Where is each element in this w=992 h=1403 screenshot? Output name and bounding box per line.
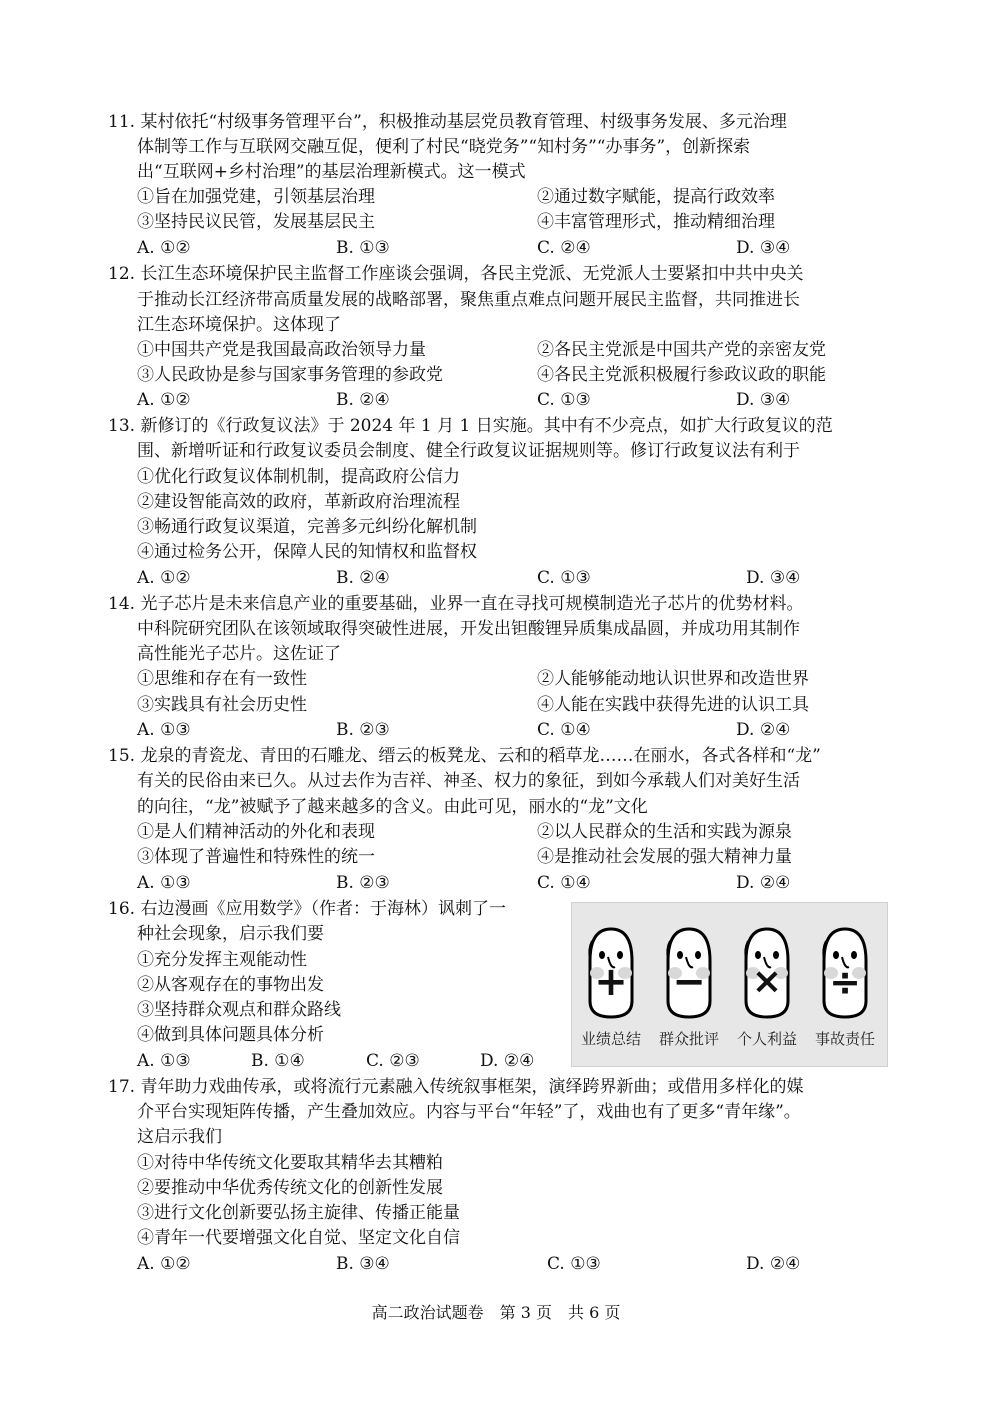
question-stem-line: 出“互联网+乡村治理”的基层治理新模式。这一模式	[137, 162, 526, 182]
choice-c: C. ①③	[537, 568, 591, 588]
choice-d: D. ③④	[736, 390, 791, 410]
question-stem-line: 有关的民俗由来已久。从过去作为吉祥、神圣、权力的象征，到如今承载人们对美好生活	[137, 771, 800, 791]
choice-b: B. ①③	[336, 238, 390, 258]
choice-b: B. ③④	[336, 1254, 390, 1274]
choice-a: A. ①②	[137, 238, 191, 258]
choice-d: D. ②④	[736, 873, 791, 893]
statement-2: ②建设智能高效的政府，革新政府治理流程	[137, 492, 460, 512]
question-stem-line: 13. 新修订的《行政复议法》于 2024 年 1 月 1 日实施。其中有不少亮点，如扩大行政复议的范	[108, 416, 833, 436]
cartoon-applied-mathematics	[571, 902, 888, 1067]
question-stem-line: 种社会现象，启示我们要	[137, 924, 324, 944]
cartoon-caption: 个人利益	[736, 1030, 797, 1048]
choice-a: A. ①③	[137, 720, 191, 740]
math-symbol-minus: −	[672, 959, 706, 1005]
choice-c: C. ①④	[537, 873, 591, 893]
choice-d: D. ②④	[480, 1051, 535, 1071]
statement-4: ④青年一代要增强文化自觉、坚定文化自信	[137, 1228, 460, 1248]
statement-2: ②各民主党派是中国共产党的亲密友党	[537, 340, 826, 360]
choice-c: C. ①④	[537, 720, 591, 740]
statement-2: ②要推动中华优秀传统文化的创新性发展	[137, 1178, 443, 1198]
statement-4: ④通过检务公开，保障人民的知情权和监督权	[137, 542, 477, 562]
choice-d: D. ③④	[746, 568, 801, 588]
choice-b: B. ②④	[336, 390, 390, 410]
question-stem-line: 15. 龙泉的青瓷龙、青田的石雕龙、缙云的板凳龙、云和的稻草龙……在丽水，各式各样和“龙”	[108, 746, 821, 766]
question-stem-line: 江生态环境保护。这体现了	[137, 315, 341, 335]
statement-3: ③人民政协是参与国家事务管理的参政党	[137, 365, 443, 385]
statement-2: ②通过数字赋能，提高行政效率	[537, 187, 775, 207]
question-stem-line: 这启示我们	[137, 1127, 222, 1147]
statement-4: ④各民主党派积极履行参政议政的职能	[537, 365, 826, 385]
choice-a: A. ①③	[137, 873, 191, 893]
statement-2: ②以人民群众的生活和实践为源泉	[537, 822, 792, 842]
statement-1: ①优化行政复议体制机制，提高政府公信力	[137, 467, 460, 487]
choice-a: A. ①②	[137, 1254, 191, 1274]
statement-1: ①思维和存在有一致性	[137, 669, 307, 689]
question-stem-line: 17. 青年助力戏曲传承，或将流行元素融入传统叙事框架，演绎跨界新曲；或借用多样化的媒	[108, 1077, 804, 1097]
statement-2: ②人能够能动地认识世界和改造世界	[537, 669, 809, 689]
question-stem-line: 14. 光子芯片是未来信息产业的重要基础，业界一直在寻找可规模制造光子芯片的优势材料。	[108, 594, 804, 614]
statement-4: ④人能在实践中获得先进的认识工具	[537, 695, 809, 715]
question-stem-line: 于推动长江经济带高质量发展的战略部署，聚焦重点难点问题开展民主监督，共同推进长	[137, 290, 800, 310]
question-stem-line: 11. 某村依托“村级事务管理平台”，积极推动基层党员教育管理、村级事务发展、多元治理	[108, 112, 787, 132]
choice-b: B. ②③	[336, 873, 390, 893]
choice-d: D. ②④	[736, 720, 791, 740]
statement-1: ①中国共产党是我国最高政治领导力量	[137, 340, 426, 360]
choice-d: D. ②④	[746, 1254, 801, 1274]
choice-c: C. ①③	[547, 1254, 601, 1274]
choice-a: A. ①②	[137, 390, 191, 410]
question-stem-line: 高性能光子芯片。这佐证了	[137, 644, 341, 664]
statement-3: ③畅通行政复议渠道，完善多元纠纷化解机制	[137, 517, 477, 537]
question-stem-line: 中科院研究团队在该领域取得突破性进展，开发出钽酸锂异质集成晶圆，并成功用其制作	[137, 619, 800, 639]
choice-b: B. ②③	[336, 720, 390, 740]
question-stem-line: 体制等工作与互联网交融互促，便利了村民“晓党务”“知村务”“办事务”，创新探索	[137, 137, 751, 157]
statement-4: ④做到具体问题具体分析	[137, 1025, 324, 1045]
choice-b: B. ②④	[336, 568, 390, 588]
statement-1: ①旨在加强党建，引领基层治理	[137, 187, 375, 207]
math-symbol-times: ×	[751, 961, 783, 1002]
statement-4: ④是推动社会发展的强大精神力量	[537, 847, 792, 867]
statement-3: ③进行文化创新要弘扬主旋律、传播正能量	[137, 1203, 460, 1223]
choice-c: C. ①③	[537, 390, 591, 410]
page-footer: 高二政治试题卷 第 3 页 共 6 页	[371, 1303, 621, 1322]
choice-a: A. ①③	[137, 1051, 191, 1071]
question-stem-line: 的向往，“龙”被赋予了越来越多的含义。由此可见，丽水的“龙”文化	[137, 797, 648, 817]
statement-1: ①对待中华传统文化要取其精华去其糟粕	[137, 1153, 443, 1173]
math-symbol-plus: +	[594, 959, 628, 1005]
choice-c: C. ②④	[537, 238, 591, 258]
choice-c: C. ②③	[366, 1051, 420, 1071]
choice-a: A. ①②	[137, 568, 191, 588]
question-stem-line: 16. 右边漫画《应用数学》（作者：于海林）讽刺了一	[108, 899, 506, 919]
choice-d: D. ③④	[736, 238, 791, 258]
statement-3: ③坚持民议民管，发展基层民主	[137, 212, 375, 232]
math-symbol-divide: ÷	[829, 960, 861, 1004]
question-stem-line: 12. 长江生态环境保护民主监督工作座谈会强调，各民主党派、无党派人士要紧扣中共中央关	[108, 264, 804, 284]
choice-b: B. ①④	[251, 1051, 305, 1071]
cartoon-caption: 业绩总结	[580, 1030, 641, 1048]
cartoon-caption: 事故责任	[814, 1030, 875, 1048]
cartoon-caption: 群众批评	[658, 1030, 719, 1048]
statement-3: ③体现了普遍性和特殊性的统一	[137, 847, 375, 867]
question-stem-line: 围、新增听证和行政复议委员会制度、健全行政复议证据规则等。修订行政复议法有利于	[137, 441, 800, 461]
statement-4: ④丰富管理形式，推动精细治理	[537, 212, 775, 232]
statement-3: ③实践具有社会历史性	[137, 695, 307, 715]
statement-1: ①充分发挥主观能动性	[137, 950, 307, 970]
statement-3: ③坚持群众观点和群众路线	[137, 1000, 341, 1020]
statement-1: ①是人们精神活动的外化和表现	[137, 822, 375, 842]
statement-2: ②从客观存在的事物出发	[137, 975, 324, 995]
question-stem-line: 介平台实现矩阵传播，产生叠加效应。内容与平台“年轻”了，戏曲也有了更多“青年缘”。	[137, 1102, 801, 1122]
